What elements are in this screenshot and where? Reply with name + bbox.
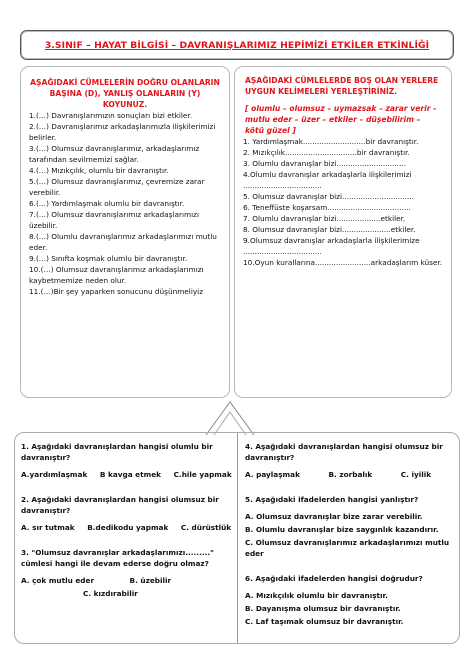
option-c[interactable]: C. dürüstlük [180, 523, 232, 532]
connector-arrow-shape [200, 396, 260, 436]
page-title: 3.SINIF – HAYAT BİLGİSİ – DAVRANIŞLARIMIZ HEPİMİZİ ETKİLER ETKİNLİĞİ [44, 39, 430, 51]
column-divider [237, 433, 238, 643]
question-5 [245, 494, 459, 559]
option-a[interactable]: A. sır tutmak [21, 523, 75, 532]
fill-blank-panel [234, 66, 452, 398]
title-box [20, 30, 454, 60]
true-false-item[interactable]: 4.(…) Mızıkçılık, olumlu bir davranıştır. [29, 166, 169, 175]
fill-blank-list [235, 136, 451, 268]
option-b[interactable]: B. zorbalık [328, 470, 373, 479]
option-c[interactable]: C. kızdırabilir [83, 589, 138, 598]
true-false-item[interactable]: 3.(…) Olumsuz davranışlarımız, arkadaşlarımız tarafından sevilmemizi sağlar. [29, 144, 200, 164]
fill-blank-item[interactable]: 6. Teneffüste koşarsam.................................... [243, 203, 411, 212]
question-1 [21, 441, 235, 480]
option-a[interactable]: A. paylaşmak [245, 470, 300, 479]
option-c[interactable]: C. iyilik [400, 470, 432, 479]
question-6 [245, 573, 459, 627]
option-a[interactable]: A. çok mutlu eder [21, 576, 95, 585]
option-b[interactable]: B.dedikodu yapmak [87, 523, 169, 532]
question-4 [245, 441, 459, 480]
fill-blank-item[interactable]: 1. Yardımlaşmak...........................bir davranıştır. [243, 137, 419, 146]
option-c[interactable]: C. Olumsuz davranışlarımız arkadaşlarımızı mutlu eder [245, 538, 450, 558]
fill-blank-item[interactable]: 9.Olumsuz davranışlar arkadaşlarla ilişkilerimize .................................. [243, 236, 420, 256]
true-false-item[interactable]: 5.(…) Olumsuz davranışlarımız, çevremize zarar verebilir. [29, 177, 205, 197]
fill-blank-item[interactable]: 3. Olumlu davranışlar bizi.............................. [243, 159, 407, 168]
fill-blank-heading: AŞAĞIDAKİ CÜMLELERDE BOŞ OLAN YERLERE UYGUN KELİMELERİ YERLEŞTİRİNİZ. [245, 76, 439, 96]
true-false-item[interactable]: 2.(…) Davranışlarımız arkadaşlarımızla ilişkilerimizi belirler. [29, 122, 216, 142]
true-false-item[interactable]: 6.(…) Yardımlaşmak olumlu bir davranıştır. [29, 199, 185, 208]
question-text: 1. Aşağıdaki davranışlardan hangisi olumlu bir davranıştır? [21, 442, 213, 462]
option-c[interactable]: C. Laf taşımak olumsuz bir davranıştır. [245, 617, 404, 626]
fill-blank-item[interactable]: 10.Oyun kurallarına........................arkadaşlarım küser. [243, 258, 443, 267]
questions-right-column [245, 441, 459, 641]
fill-blank-item[interactable]: 7. Olumlu davranışlar bizi...................etkiler. [243, 214, 406, 223]
true-false-list [21, 110, 229, 297]
true-false-item[interactable]: 9.(…) Sınıfta koşmak olumlu bir davranıştır. [29, 254, 188, 263]
true-false-item[interactable]: 8.(…) Olumlu davranışlarımız arkadaşlarımızı mutlu eder. [29, 232, 217, 252]
question-text: 3. "Olumsuz davranışlar arkadaşlarımızı........." cümlesi hangi ile devam ederse doğru olmaz? [21, 548, 214, 568]
question-text: 4. Aşağıdaki davranışlardan hangisi olumsuz bir davranıştır? [245, 442, 443, 462]
question-options [245, 590, 459, 627]
question-options [21, 575, 235, 599]
fill-blank-item[interactable]: 2. Mızıkçılık...............................bir davranıştır. [243, 148, 410, 157]
option-b[interactable]: B. Olumlu davranışlar bize saygınlık kazandırır. [245, 525, 439, 534]
true-false-item[interactable]: 11.(…)Bir şey yaparken sonucunu düşünmeliyiz [29, 287, 204, 296]
question-options [245, 511, 459, 559]
option-a[interactable]: A. Mızıkçılık olumlu bir davranıştır. [245, 591, 388, 600]
fill-blank-item[interactable]: 4.Olumlu davranışlar arkadaşlarla ilişkilerimizi .................................. [243, 170, 412, 190]
multiple-choice-section [14, 432, 460, 644]
option-b[interactable]: B. üzebilir [129, 576, 172, 585]
question-3 [21, 547, 235, 599]
question-text: 5. Aşağıdaki ifadelerden hangisi yanlıştır? [245, 495, 419, 504]
fill-blank-item[interactable]: 8. Olumsuz davranışlar bizi.....................etkiler. [243, 225, 416, 234]
true-false-item[interactable]: 1.(…) Davranışlarımızın sonuçları bizi etkiler. [29, 111, 193, 120]
option-b[interactable]: B kavga etmek [99, 470, 162, 479]
true-false-heading: AŞAĞIDAKİ CÜMLELERİN DOĞRU OLANLARIN BAŞINA (D), YANLIŞ OLANLARIN (Y) KOYUNUZ. [30, 78, 220, 109]
option-a[interactable]: A. Olumsuz davranışlar bize zarar verebilir. [245, 512, 423, 521]
question-2 [21, 494, 235, 533]
option-a[interactable]: A.yardımlaşmak [21, 470, 88, 479]
word-bank: [ olumlu – olumsuz – uymazsak – zarar verir - mutlu eder – üzer – etkiler – düşebilirim – kötü güzel ] [245, 104, 437, 135]
question-options [245, 469, 459, 480]
true-false-item[interactable]: 10.(…) Olumsuz davranışlarımız arkadaşlarımızı kaybetmemize neden olur. [29, 265, 204, 285]
question-options [21, 469, 235, 480]
question-text: 6. Aşağıdaki ifadelerden hangisi doğrudur? [245, 574, 423, 583]
question-text: 2. Aşağıdaki davranışlardan hangisi olumsuz bir davranıştır? [21, 495, 219, 515]
option-b[interactable]: B. Dayanışma olumsuz bir davranıştır. [245, 604, 401, 613]
question-options [21, 522, 235, 533]
fill-blank-item[interactable]: 5. Olumsuz davranışlar bizi............................... [243, 192, 414, 201]
true-false-item[interactable]: 7.(…) Olumsuz davranışlarımız arkadaşlarımızı üzebilir. [29, 210, 199, 230]
option-c[interactable]: C.hile yapmak [173, 470, 232, 479]
questions-left-column [21, 441, 235, 613]
true-false-panel [20, 66, 230, 398]
